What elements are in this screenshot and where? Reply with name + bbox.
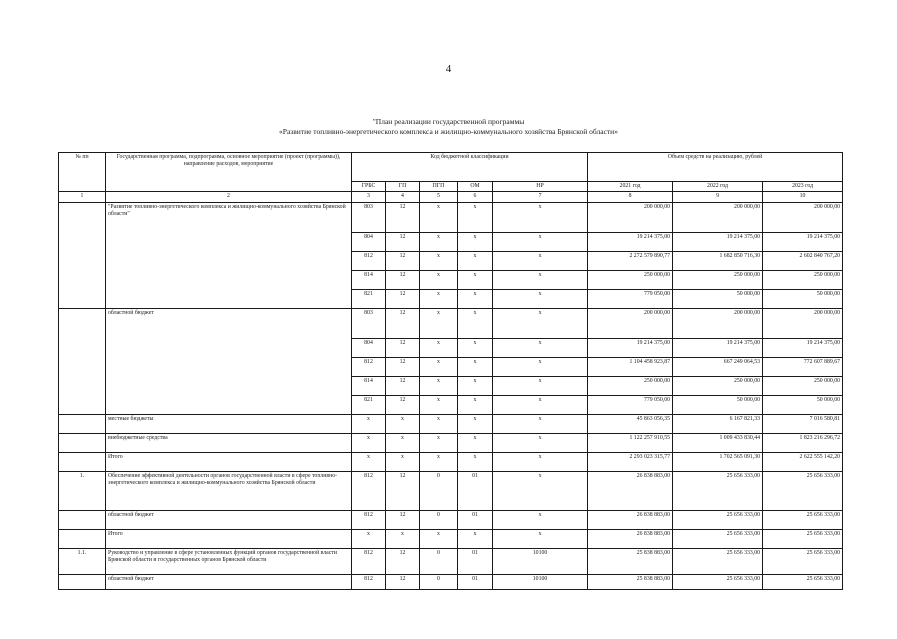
row-name: Руководство и управление в сфере установленных функций органов государственной власти Брянской области и государственных органов Брянской области: [106, 548, 352, 574]
cell-2021: 26 838 883,00: [588, 529, 673, 548]
column-number: 7: [493, 192, 588, 202]
cell-np: х: [493, 529, 588, 548]
cell-2021: 250 000,00: [588, 376, 673, 395]
cell-np: х: [493, 510, 588, 529]
cell-grbs: 803: [352, 308, 386, 338]
cell-2023: 7 016 580,81: [763, 414, 843, 433]
header-2021: 2021 год: [588, 182, 673, 192]
cell-np: х: [493, 357, 588, 376]
header-2023: 2023 год: [763, 182, 843, 192]
column-number: 2: [106, 192, 352, 202]
cell-2023: 19 214 375,00: [763, 338, 843, 357]
cell-2021: 779 050,00: [588, 395, 673, 414]
cell-2023: 250 000,00: [763, 376, 843, 395]
table-row: [59, 414, 843, 433]
row-name: [106, 270, 352, 289]
row-name: областной бюджет: [106, 574, 352, 589]
table-row: [59, 202, 843, 232]
header-grbs: ГРБС: [352, 182, 386, 192]
cell-pgp: х: [420, 308, 458, 338]
table-row: [59, 395, 843, 414]
header-name: Государственная программа, подпрограмма, основное мероприятие (проект (программы)), направление расходов, мероприятие: [106, 153, 352, 192]
cell-2023: 25 656 333,00: [763, 510, 843, 529]
row-number: [59, 202, 106, 232]
cell-np: х: [493, 202, 588, 232]
cell-2021: 25 838 883,00: [588, 548, 673, 574]
cell-2022: 1 702 565 091,30: [673, 452, 763, 471]
cell-pgp: х: [420, 202, 458, 232]
cell-2022: 19 214 375,00: [673, 338, 763, 357]
row-number: [59, 308, 106, 338]
row-number: [59, 529, 106, 548]
cell-om: х: [458, 395, 493, 414]
column-number: 3: [352, 192, 386, 202]
row-number: 1.: [59, 471, 106, 510]
cell-gp: 12: [386, 548, 420, 574]
cell-2023: 2 602 840 767,20: [763, 251, 843, 270]
cell-2023: 19 214 375,00: [763, 232, 843, 251]
row-number: [59, 574, 106, 589]
cell-grbs: х: [352, 414, 386, 433]
header-no: № пп: [59, 153, 106, 192]
cell-np: х: [493, 308, 588, 338]
header-np: НР: [493, 182, 588, 192]
cell-gp: х: [386, 529, 420, 548]
row-name: Обеспечение эффективной деятельности органов государственной власти в сфере топливно-энергетического комплекса и жилищно-коммунального хозяйства Брянской области: [106, 471, 352, 510]
table-body: [59, 202, 843, 589]
cell-2023: 772 607 889,67: [763, 357, 843, 376]
cell-2022: 50 000,00: [673, 395, 763, 414]
cell-gp: 12: [386, 574, 420, 589]
row-name: областной бюджет: [106, 308, 352, 338]
column-number: 1: [59, 192, 106, 202]
table-row: [59, 338, 843, 357]
column-number: 6: [458, 192, 493, 202]
cell-gp: 12: [386, 232, 420, 251]
cell-2022: 25 656 333,00: [673, 548, 763, 574]
cell-grbs: 812: [352, 251, 386, 270]
row-number: [59, 414, 106, 433]
cell-np: х: [493, 414, 588, 433]
cell-om: х: [458, 338, 493, 357]
cell-2022: 25 656 333,00: [673, 510, 763, 529]
cell-gp: 12: [386, 308, 420, 338]
cell-2021: 19 214 375,00: [588, 232, 673, 251]
cell-np: х: [493, 433, 588, 452]
cell-2022: 200 000,00: [673, 202, 763, 232]
cell-grbs: 812: [352, 510, 386, 529]
cell-pgp: х: [420, 529, 458, 548]
cell-grbs: 804: [352, 232, 386, 251]
row-name: [106, 395, 352, 414]
row-name: [106, 357, 352, 376]
column-number: 5: [420, 192, 458, 202]
cell-om: 01: [458, 471, 493, 510]
table-row: [59, 270, 843, 289]
row-number: [59, 395, 106, 414]
cell-pgp: х: [420, 452, 458, 471]
cell-np: 10100: [493, 574, 588, 589]
cell-pgp: х: [420, 270, 458, 289]
cell-pgp: х: [420, 414, 458, 433]
cell-np: 10100: [493, 548, 588, 574]
row-number: [59, 510, 106, 529]
cell-om: х: [458, 308, 493, 338]
row-name: областной бюджет: [106, 510, 352, 529]
row-name: Итого: [106, 529, 352, 548]
cell-pgp: х: [420, 357, 458, 376]
cell-om: х: [458, 270, 493, 289]
cell-pgp: 0: [420, 471, 458, 510]
row-number: [59, 376, 106, 395]
cell-pgp: х: [420, 289, 458, 308]
cell-pgp: х: [420, 251, 458, 270]
cell-pgp: х: [420, 338, 458, 357]
cell-np: х: [493, 289, 588, 308]
cell-om: х: [458, 202, 493, 232]
table-row: [59, 251, 843, 270]
cell-2021: 1 122 257 910,55: [588, 433, 673, 452]
cell-2021: 2 272 579 890,77: [588, 251, 673, 270]
column-number: 10: [763, 192, 843, 202]
cell-np: х: [493, 395, 588, 414]
row-number: [59, 289, 106, 308]
cell-2021: 1 104 458 923,87: [588, 357, 673, 376]
cell-gp: 12: [386, 471, 420, 510]
cell-om: х: [458, 529, 493, 548]
cell-np: х: [493, 452, 588, 471]
cell-grbs: х: [352, 433, 386, 452]
cell-gp: 12: [386, 338, 420, 357]
cell-pgp: х: [420, 433, 458, 452]
table-row: [59, 452, 843, 471]
cell-np: х: [493, 338, 588, 357]
cell-om: х: [458, 289, 493, 308]
row-number: 1.1.: [59, 548, 106, 574]
header-row-1: [59, 153, 843, 182]
cell-om: х: [458, 357, 493, 376]
cell-grbs: 814: [352, 270, 386, 289]
table-row: [59, 289, 843, 308]
cell-2023: 200 000,00: [763, 202, 843, 232]
column-number: 9: [673, 192, 763, 202]
cell-2022: 6 167 821,33: [673, 414, 763, 433]
cell-gp: 12: [386, 395, 420, 414]
cell-grbs: 821: [352, 289, 386, 308]
row-number: [59, 270, 106, 289]
cell-2021: 2 293 023 315,77: [588, 452, 673, 471]
cell-np: х: [493, 232, 588, 251]
cell-om: х: [458, 452, 493, 471]
cell-grbs: х: [352, 529, 386, 548]
row-name: Итого: [106, 452, 352, 471]
cell-2023: 250 000,00: [763, 270, 843, 289]
cell-2023: 25 656 333,00: [763, 529, 843, 548]
row-number: [59, 251, 106, 270]
cell-2021: 45 863 056,35: [588, 414, 673, 433]
cell-gp: 12: [386, 357, 420, 376]
row-name: [106, 251, 352, 270]
row-name: внебюджетные средства: [106, 433, 352, 452]
cell-grbs: 803: [352, 202, 386, 232]
plan-table: [58, 152, 843, 590]
cell-2023: 25 656 333,00: [763, 574, 843, 589]
table-row: [59, 357, 843, 376]
page-number: 4: [445, 63, 452, 75]
cell-2023: 25 656 333,00: [763, 548, 843, 574]
column-number: 8: [588, 192, 673, 202]
cell-2021: 200 000,00: [588, 308, 673, 338]
cell-2021: 25 838 883,00: [588, 574, 673, 589]
cell-om: х: [458, 414, 493, 433]
cell-grbs: 812: [352, 574, 386, 589]
header-gp: ГП: [386, 182, 420, 192]
cell-np: х: [493, 270, 588, 289]
cell-om: х: [458, 433, 493, 452]
cell-grbs: 814: [352, 376, 386, 395]
cell-2023: 2 622 555 142,20: [763, 452, 843, 471]
cell-2022: 667 249 064,53: [673, 357, 763, 376]
cell-2022: 25 656 333,00: [673, 529, 763, 548]
cell-2022: 200 000,00: [673, 308, 763, 338]
cell-2022: 250 000,00: [673, 376, 763, 395]
cell-np: х: [493, 251, 588, 270]
cell-2021: 779 050,00: [588, 289, 673, 308]
cell-2021: 19 214 375,00: [588, 338, 673, 357]
row-name: [106, 232, 352, 251]
cell-pgp: х: [420, 395, 458, 414]
cell-gp: 12: [386, 251, 420, 270]
table-row: [59, 574, 843, 589]
cell-grbs: 804: [352, 338, 386, 357]
row-name: [106, 289, 352, 308]
table-row: [59, 548, 843, 574]
cell-pgp: 0: [420, 574, 458, 589]
cell-gp: х: [386, 433, 420, 452]
cell-om: х: [458, 376, 493, 395]
cell-om: 01: [458, 574, 493, 589]
document-title-line2: «Развитие топливно-энергетического комплекса и жилищно-коммунального хозяйства Брянской области»: [279, 127, 618, 136]
cell-gp: 12: [386, 202, 420, 232]
column-number: 4: [386, 192, 420, 202]
table-row: [59, 471, 843, 510]
cell-gp: 12: [386, 510, 420, 529]
column-number-row: [59, 192, 843, 202]
cell-gp: 12: [386, 270, 420, 289]
table-row: [59, 232, 843, 251]
header-om: ОМ: [458, 182, 493, 192]
cell-2023: 50 000,00: [763, 289, 843, 308]
cell-2022: 1 682 850 716,30: [673, 251, 763, 270]
cell-np: х: [493, 471, 588, 510]
cell-2022: 25 656 333,00: [673, 574, 763, 589]
cell-gp: х: [386, 452, 420, 471]
cell-gp: х: [386, 414, 420, 433]
cell-np: х: [493, 376, 588, 395]
cell-grbs: 812: [352, 548, 386, 574]
cell-grbs: 812: [352, 357, 386, 376]
cell-pgp: 0: [420, 510, 458, 529]
table-row: [59, 376, 843, 395]
cell-om: 01: [458, 548, 493, 574]
cell-grbs: 812: [352, 471, 386, 510]
header-kbk: Код бюджетной классификации: [352, 153, 588, 182]
cell-om: х: [458, 251, 493, 270]
cell-2022: 25 656 333,00: [673, 471, 763, 510]
cell-2022: 1 009 433 830,44: [673, 433, 763, 452]
cell-2021: 26 838 883,00: [588, 510, 673, 529]
cell-pgp: х: [420, 232, 458, 251]
table-row: [59, 433, 843, 452]
row-name: "Развитие топливно-энергетического комплекса и жилищно-коммунального хозяйства Брянской области": [106, 202, 352, 232]
header-volume: Объем средств на реализацию, рублей: [588, 153, 843, 182]
row-name: местные бюджеты: [106, 414, 352, 433]
cell-2022: 50 000,00: [673, 289, 763, 308]
cell-2023: 50 000,00: [763, 395, 843, 414]
cell-gp: 12: [386, 289, 420, 308]
row-name: [106, 376, 352, 395]
row-number: [59, 232, 106, 251]
row-number: [59, 433, 106, 452]
cell-pgp: 0: [420, 548, 458, 574]
table-row: [59, 308, 843, 338]
cell-2023: 25 656 333,00: [763, 471, 843, 510]
cell-2023: 200 000,00: [763, 308, 843, 338]
document-title-line1: "План реализации государственной программы: [372, 117, 525, 126]
cell-grbs: х: [352, 452, 386, 471]
cell-2021: 200 000,00: [588, 202, 673, 232]
table-row: [59, 510, 843, 529]
table-row: [59, 529, 843, 548]
cell-gp: 12: [386, 376, 420, 395]
header-pgp: ПГП: [420, 182, 458, 192]
cell-2021: 26 838 883,00: [588, 471, 673, 510]
cell-2023: 1 823 216 296,72: [763, 433, 843, 452]
cell-grbs: 821: [352, 395, 386, 414]
cell-2021: 250 000,00: [588, 270, 673, 289]
header-2022: 2022 год: [673, 182, 763, 192]
row-number: [59, 357, 106, 376]
cell-om: х: [458, 232, 493, 251]
cell-om: 01: [458, 510, 493, 529]
row-number: [59, 452, 106, 471]
cell-2022: 19 214 375,00: [673, 232, 763, 251]
row-name: [106, 338, 352, 357]
cell-2022: 250 000,00: [673, 270, 763, 289]
row-number: [59, 338, 106, 357]
cell-pgp: х: [420, 376, 458, 395]
